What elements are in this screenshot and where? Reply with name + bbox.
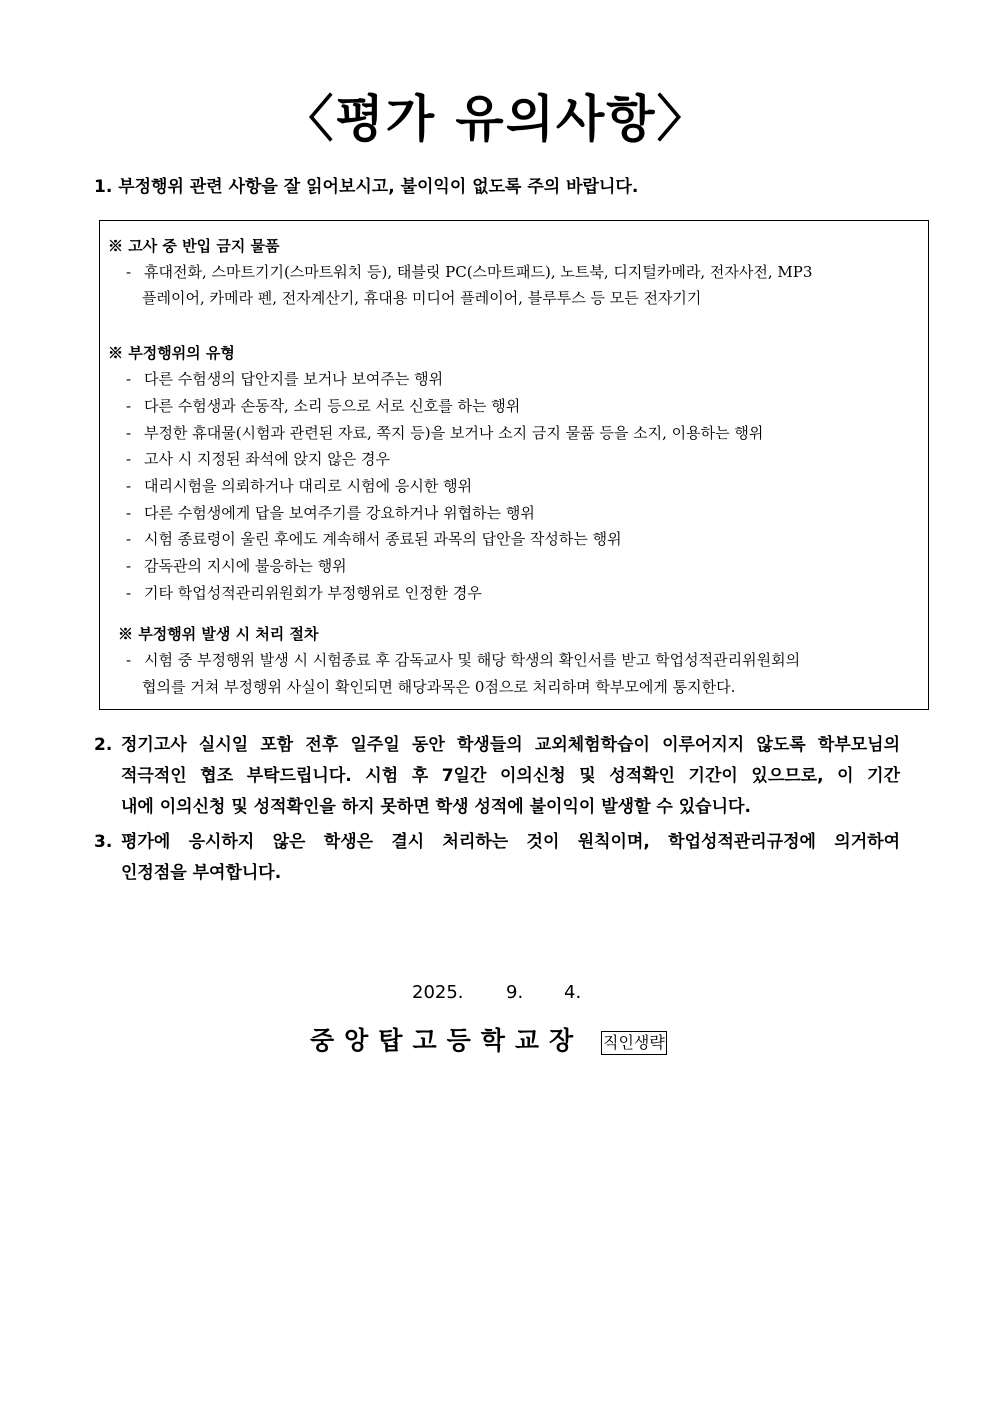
date-month: 9. — [506, 982, 524, 1003]
issue-date — [412, 980, 581, 1006]
paragraph-line: 평가에 응시하지 않은 학생은 결시 처리하는 것이 원칙이며, 학업성적관리규정에 의거하여 — [121, 832, 900, 852]
banned-items-text: 휴대전화, 스마트기기(스마트워치 등), 태블릿 PC(스마트패드), 노트북, 디지털카메라, 전자사전, MP3 — [144, 263, 813, 281]
notice-item-2 — [94, 730, 900, 823]
paragraph-line: 인정점을 부여합니다. — [121, 863, 282, 883]
list-item: - 대리시험을 의뢰하거나 대리로 시험에 응시한 행위 — [126, 477, 473, 495]
procedure-continuation: 협의를 거쳐 부정행위 사실이 확인되면 해당과목은 0점으로 처리하며 학부모에게 통지한다. — [142, 678, 736, 696]
banned-items-line — [126, 259, 812, 286]
list-item: - 감독관의 지시에 불응하는 행위 — [126, 557, 347, 575]
cheating-types-heading: ※ 부정행위의 유형 — [108, 344, 235, 362]
list-item: - 다른 수험생의 답안지를 보거나 보여주는 행위 — [126, 370, 444, 388]
school-principal-name: 중앙탑고등학교장 — [310, 1026, 584, 1055]
notice-item-1: 1. 부정행위 관련 사항을 잘 읽어보시고, 불이익이 없도록 주의 바랍니다. — [94, 177, 639, 197]
notice-item-3 — [94, 827, 900, 889]
list-item: - 다른 수험생에게 답을 보여주기를 강요하거나 위협하는 행위 — [126, 504, 535, 522]
list-item: - 시험 종료령이 울린 후에도 계속해서 종료된 과목의 답안을 작성하는 행위 — [126, 530, 622, 548]
banned-items-continuation: 플레이어, 카메라 펜, 전자계산기, 휴대용 미디어 플레이어, 블루투스 등 모든 전자기기 — [142, 289, 702, 307]
procedure-line — [126, 647, 800, 674]
procedure-heading: ※ 부정행위 발생 시 처리 절차 — [118, 625, 319, 643]
seal-omitted-stamp: 직인생략 — [601, 1031, 667, 1055]
cheating-info-box — [99, 220, 929, 710]
paragraph-line: 내에 이의신청 및 성적확인을 하지 못하면 학생 성적에 불이익이 발생할 수 있습니다. — [121, 797, 751, 817]
document-title: 〈평가 유의사항〉 — [283, 90, 709, 148]
date-year: 2025. — [412, 982, 464, 1003]
banned-items-heading: ※ 고사 중 반입 금지 물품 — [108, 237, 280, 255]
list-item: - 기타 학업성적관리위원회가 부정행위로 인정한 경우 — [126, 584, 482, 602]
procedure-text: 시험 중 부정행위 발생 시 시험종료 후 감독교사 및 해당 학생의 확인서를 받고 학업성적관리위원회의 — [144, 651, 801, 669]
list-item: - 고사 시 지정된 좌석에 앉지 않은 경우 — [126, 450, 390, 468]
dash-marker: - — [126, 263, 132, 281]
list-item: - 부정한 휴대물(시험과 관련된 자료, 쪽지 등)을 보거나 소지 금지 물품 등을 소지, 이용하는 행위 — [126, 424, 764, 442]
paragraph-line: 적극적인 협조 부탁드립니다. 시험 후 7일간 이의신청 및 성적확인 기간이 있으므로, 이 기간 — [121, 766, 900, 786]
list-item: - 다른 수험생과 손동작, 소리 등으로 서로 신호를 하는 행위 — [126, 397, 521, 415]
dash-marker: - — [126, 651, 132, 669]
date-day: 4. — [564, 982, 582, 1003]
item-number: 2. — [94, 735, 113, 755]
item-number: 3. — [94, 832, 113, 852]
paragraph-line: 정기고사 실시일 포함 전후 일주일 동안 학생들의 교외체험학습이 이루어지지 않도록 학부모님의 — [121, 735, 900, 755]
